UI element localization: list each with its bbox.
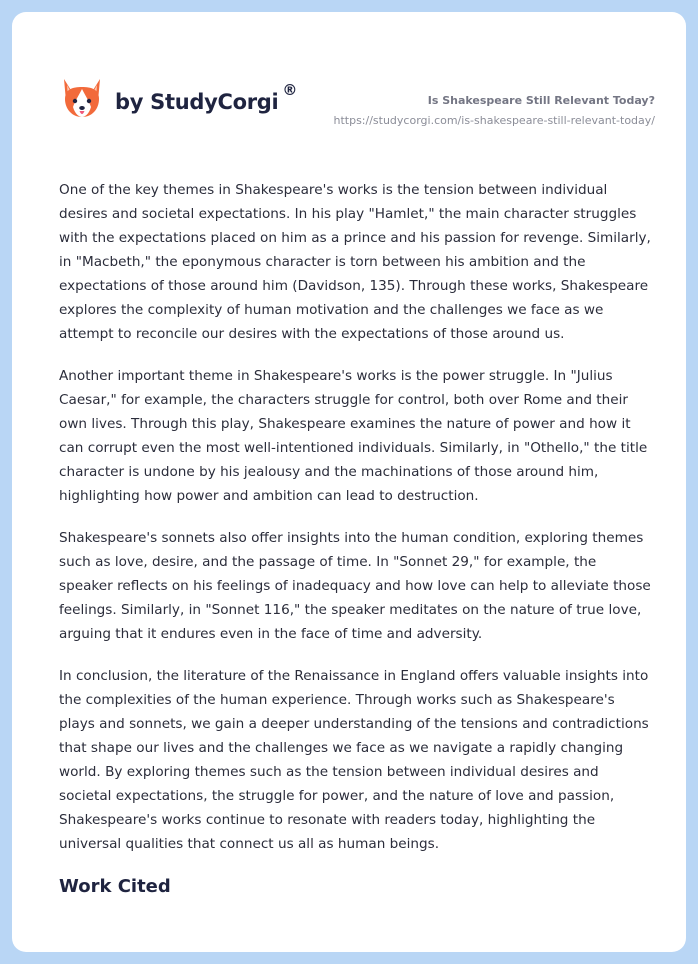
- paragraph: Shakespeare's sonnets also offer insights into the human condition, exploring themes such as love, desire, and the passage of time. In "Sonnet 29," for example, the speaker reflects on his feelings of inadequacy and how love can help to alleviate those feelings. Similarly, in "Sonnet 116," the speaker meditates on the nature of true love, arguing that it endures even in the face of time and adversity.: [59, 530, 651, 642]
- page-header: [12, 12, 686, 152]
- essay-body: [59, 178, 653, 900]
- work-cited-heading: Work Cited: [59, 876, 171, 897]
- source-info: [333, 93, 655, 128]
- document-page: [12, 12, 686, 952]
- source-title: Is Shakespeare Still Relevant Today?: [427, 94, 655, 107]
- paragraph: One of the key themes in Shakespeare's works is the tension between individual desires and societal expectations. In his play "Hamlet," the main character struggles with the expectations placed on him as a prince and his passion for revenge. Similarly, in "Macbeth," the eponymous character is torn between his ambition and the expectations of those around him (Davidson, 135). Through these works, Shakespeare explores the complexity of human motivation and the challenges we face as we attempt to reconcile our desires with the expectations of those around us.: [59, 182, 651, 342]
- paragraph: Another important theme in Shakespeare's works is the power struggle. In "Julius Caesar," for example, the characters struggle for control, both over Rome and their own lives. Through this play, Shakespeare examines the nature of power and how it can corrupt even the most well-intentioned individuals. Similarly, in "Othello," the title character is undone by his jealousy and the machinations of those around him, highlighting how power and ambition can lead to destruction.: [59, 368, 648, 504]
- source-url[interactable]: https://studycorgi.com/is-shakespeare-still-relevant-today/: [333, 114, 655, 127]
- corgi-logo-icon: [61, 77, 103, 123]
- paragraph: In conclusion, the literature of the Renaissance in England offers valuable insights into the complexities of the human experience. Through works such as Shakespeare's plays and sonnets, we gain a deeper understanding of the tensions and contradictions that shape our lives and the challenges we face as we navigate a rapidly changing world. By exploring themes such as the tension between individual desires and societal expectations, the struggle for power, and the nature of love and passion, Shakespeare's works continue to resonate with readers today, highlighting the universal qualities that connect us all as human beings.: [59, 668, 649, 852]
- brand-name: by StudyCorgi: [115, 90, 279, 114]
- registered-mark: ®: [282, 81, 298, 99]
- studycorgi-logo[interactable]: [61, 76, 297, 124]
